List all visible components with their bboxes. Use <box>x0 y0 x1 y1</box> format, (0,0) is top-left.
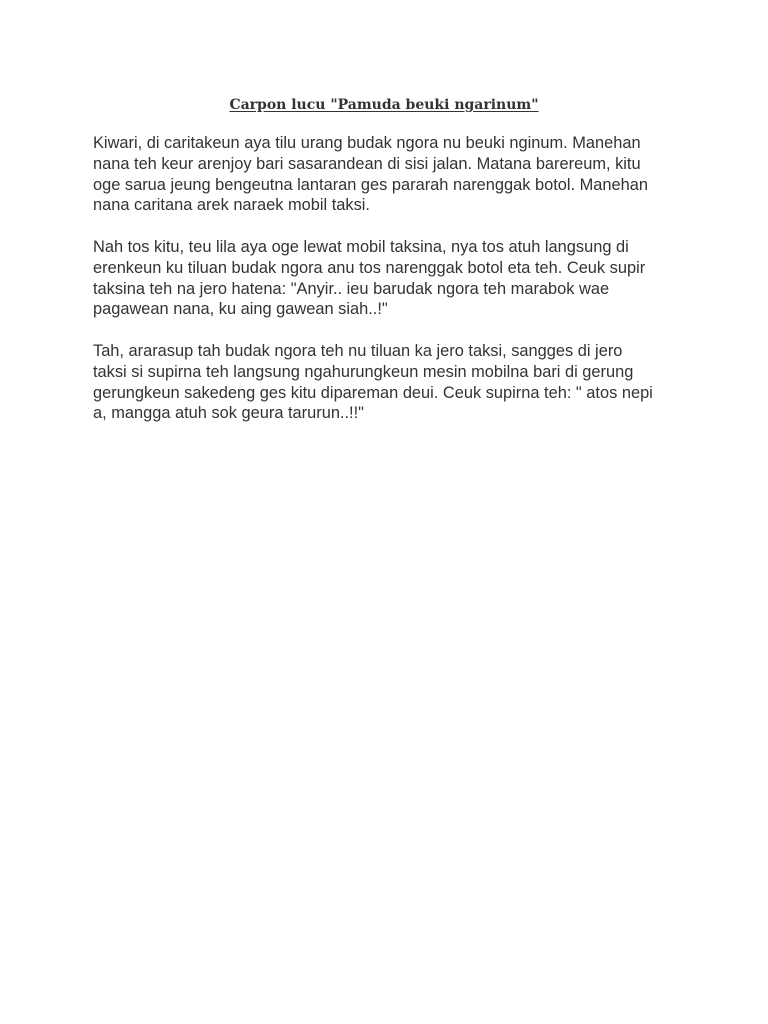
text-line: nana caritana arek naraek mobil taksi. <box>93 196 370 215</box>
text-line: nana teh keur arenjoy bari sasarandean di sisi jalan. Matana barereum, kitu <box>93 154 641 173</box>
paragraph-2 <box>93 237 673 320</box>
paragraph-1 <box>93 133 673 216</box>
text-line: pagawean nana, ku aing gawean siah..!" <box>93 300 388 319</box>
text-line: gerungkeun sakedeng ges kitu dipareman deui. Ceuk supirna teh: " atos nepi <box>93 383 653 402</box>
paragraph-3 <box>93 341 673 424</box>
document-body <box>93 133 673 445</box>
text-line: taksi si supirna teh langsung ngahurungkeun mesin mobilna bari di gerung <box>93 362 634 381</box>
text-line: erenkeun ku tiluan budak ngora anu tos narenggak botol eta teh. Ceuk supir <box>93 258 646 277</box>
text-line: oge sarua jeung bengeutna lantaran ges pararah narenggak botol. Manehan <box>93 175 648 194</box>
text-line: Tah, ararasup tah budak ngora teh nu tiluan ka jero taksi, sangges di jero <box>93 341 623 360</box>
text-line: Nah tos kitu, teu lila aya oge lewat mobil taksina, nya tos atuh langsung di <box>93 237 629 256</box>
text-line: taksina teh na jero hatena: "Anyir.. ieu barudak ngora teh marabok wae <box>93 279 610 298</box>
text-line: Kiwari, di caritakeun aya tilu urang budak ngora nu beuki nginum. Manehan <box>93 134 641 152</box>
document-title: Carpon lucu "Pamuda beuki ngarinum" <box>229 97 539 113</box>
text-line: a, mangga atuh sok geura tarurun..!!" <box>93 404 364 423</box>
